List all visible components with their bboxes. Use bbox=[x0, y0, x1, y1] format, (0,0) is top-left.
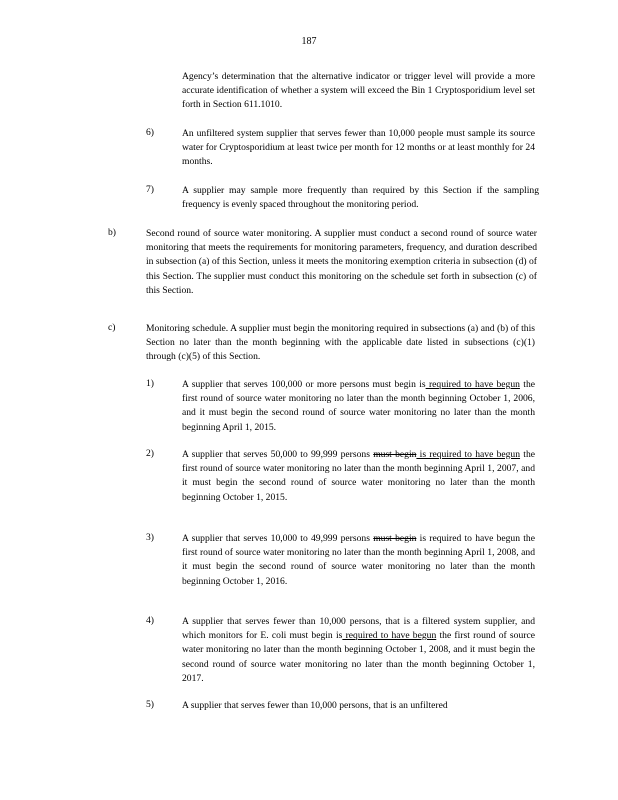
item-number: 3) bbox=[146, 532, 154, 543]
inserted-text: required to have begun bbox=[342, 630, 437, 642]
item-number: 5) bbox=[146, 699, 154, 710]
inserted-text: is required to have begun bbox=[416, 449, 521, 460]
item-paragraph: A supplier may sample more frequently than required by this Section if the sampling frequency is evenly spaced throughout the monitoring period. bbox=[182, 185, 539, 211]
item-paragraph: An unfiltered system supplier that serves fewer than 10,000 people must sample its source water for Cryptosporidium at least twice per month for 12 months or at least monthly for 24 months. bbox=[182, 128, 535, 168]
section-paragraph: Monitoring schedule. A supplier must begin the monitoring required in subsections (a) and (b) of this Section no later than the month beginning with the applicable date listed in subsections (c)(1) through (c)(5) of this Section. bbox=[146, 323, 535, 363]
inserted-text: required to have begun bbox=[425, 379, 520, 390]
page-number: 187 bbox=[301, 36, 317, 47]
text-unchanged: A supplier that serves fewer than 10,000 persons, that is a filtered system supplier, and which monitors for E. coli must begin is bbox=[182, 616, 535, 642]
deleted-text: must begin bbox=[373, 533, 417, 544]
item-number: 7) bbox=[146, 184, 154, 195]
text-unchanged: A supplier that serves fewer than 10,000 persons, that is an unfiltered bbox=[182, 700, 448, 711]
item-paragraph bbox=[182, 532, 535, 589]
item-paragraph bbox=[182, 615, 535, 686]
item-number: 1) bbox=[146, 378, 154, 389]
item-number: 4) bbox=[146, 615, 154, 626]
text-unchanged: A supplier that serves 100,000 or more persons must begin is bbox=[182, 379, 426, 390]
section-label: b) bbox=[108, 227, 116, 238]
section-label: c) bbox=[108, 322, 116, 333]
text-unchanged: A supplier that serves 50,000 to 99,999 persons bbox=[182, 449, 374, 460]
item-number: 2) bbox=[146, 448, 154, 459]
text-unchanged: is required to have begun the first round of source water monitoring no later than the month beginning April 1, 2008, and it must begin the second round of source water monitoring no later than the month beginning October 1, 2016. bbox=[182, 533, 535, 587]
text-unchanged: the first round of source water monitoring no later than the month beginning October 1, 2008, and it must begin the second round of source water monitoring no later than the month beginning October 1, 2017. bbox=[182, 630, 535, 684]
section-paragraph: Second round of source water monitoring. A supplier must conduct a second round of source water monitoring that meets the requirements for monitoring parameters, frequency, and duration described in subsection (a) of this Section, unless it meets the monitoring exemption criteria in subsection (d) of this Section. The supplier must conduct this monitoring on the schedule set forth in subsection (c) of this Section. bbox=[146, 228, 537, 296]
item-paragraph bbox=[182, 378, 535, 435]
text-unchanged: the first round of source water monitoring no later than the month beginning April 1, 2007, and it must begin the second round of source water monitoring no later than the month beginning October 1, 2015. bbox=[182, 449, 535, 503]
text-unchanged: the first round of source water monitoring no later than the month beginning October 1, 2006, and it must begin the second round of source water monitoring no later than the month beginning April 1, 2015. bbox=[182, 379, 535, 433]
item-paragraph bbox=[182, 699, 535, 713]
deleted-text: must begin bbox=[373, 449, 417, 460]
intro-paragraph: Agency’s determination that the alternative indicator or trigger level will provide a more accurate identification of whether a system will exceed the Bin 1 Cryptosporidium level set forth in Section 611.1010. bbox=[182, 71, 535, 111]
item-paragraph bbox=[182, 448, 535, 505]
text-unchanged: A supplier that serves 10,000 to 49,999 persons bbox=[182, 533, 374, 544]
item-number: 6) bbox=[146, 127, 154, 138]
